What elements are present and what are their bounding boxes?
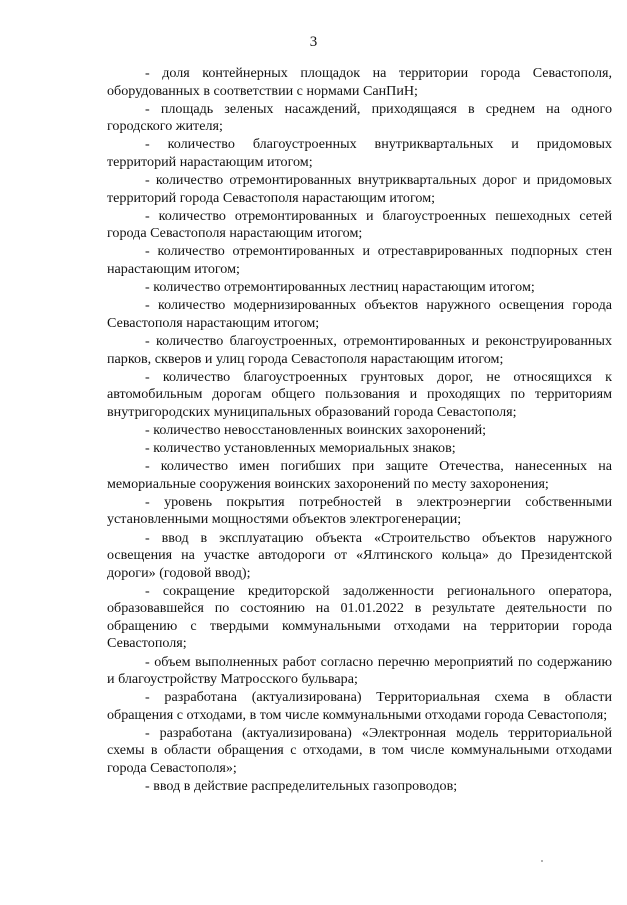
list-item: - уровень покрытия потребностей в электроэнергии собственными установленными мощностями объектов электрогенерации; — [107, 493, 612, 528]
list-item: - сокращение кредиторской задолженности регионального оператора, образовавшейся по состоянию на 01.01.2022 в результате деятельности по обращению с твердыми коммунальными отходами на территории города Севастополя; — [107, 582, 612, 652]
list-item: - количество установленных мемориальных знаков; — [145, 440, 456, 457]
list-item: - доля контейнерных площадок на территории города Севастополя, оборудованных в соответствии с нормами СанПиН; — [107, 65, 612, 99]
list-item: - ввод в эксплуатацию объекта «Строительство объектов наружного освещения на участке автодороги от «Ялтинского кольца» до Президентской дороги» (годовой ввод); — [107, 529, 612, 581]
page-number: 3 — [309, 34, 318, 50]
list-item: - разработана (актуализирована) Территориальная схема в области обращения с отходами, в том числе коммунальными отходами города Севастополя; — [107, 689, 612, 723]
list-item: - количество модернизированных объектов наружного освещения города Севастополя нарастающим итогом; — [107, 297, 612, 331]
list-item: - количество благоустроенных внутриквартальных и придомовых территорий нарастающим итогом; — [107, 136, 612, 170]
scan-speck — [541, 860, 543, 862]
list-item: - количество отремонтированных лестниц нарастающим итогом; — [145, 279, 535, 296]
list-item: - количество имен погибших при защите Отечества, нанесенных на мемориальные сооружения воинских захоронений по месту захоронения; — [107, 458, 612, 492]
list-item: - количество отремонтированных внутриквартальных дорог и придомовых территорий города Севастополя нарастающим итогом; — [107, 172, 612, 206]
list-item: - количество невосстановленных воинских захоронений; — [145, 421, 487, 438]
list-item: - разработана (актуализирована) «Электронная модель территориальной схемы в области обращения с отходами, в том числе коммунальными отходами города Севастополя»; — [107, 724, 612, 776]
list-item: - ввод в действие распределительных газопроводов; — [145, 778, 458, 795]
list-item: - количество благоустроенных грунтовых дорог, не относящихся к автомобильным дорогам общего пользования и проходящих по территориям внутригородских муниципальных образований города Севастополя; — [107, 368, 612, 420]
list-item: - количество отремонтированных и отреставрированных подпорных стен нарастающим итогом; — [107, 243, 612, 277]
list-item: - количество благоустроенных, отремонтированных и реконструированных парков, скверов и улиц города Севастополя нарастающим итогом; — [107, 333, 612, 367]
list-item: - количество отремонтированных и благоустроенных пешеходных сетей города Севастополя нарастающим итогом; — [107, 207, 612, 242]
list-item: - объем выполненных работ согласно перечню мероприятий по содержанию и благоустройству Матросского бульвара; — [107, 653, 612, 687]
list-item: - площадь зеленых насаждений, приходящаяся в среднем на одного городского жителя; — [107, 100, 612, 135]
indicator-list — [107, 65, 612, 796]
